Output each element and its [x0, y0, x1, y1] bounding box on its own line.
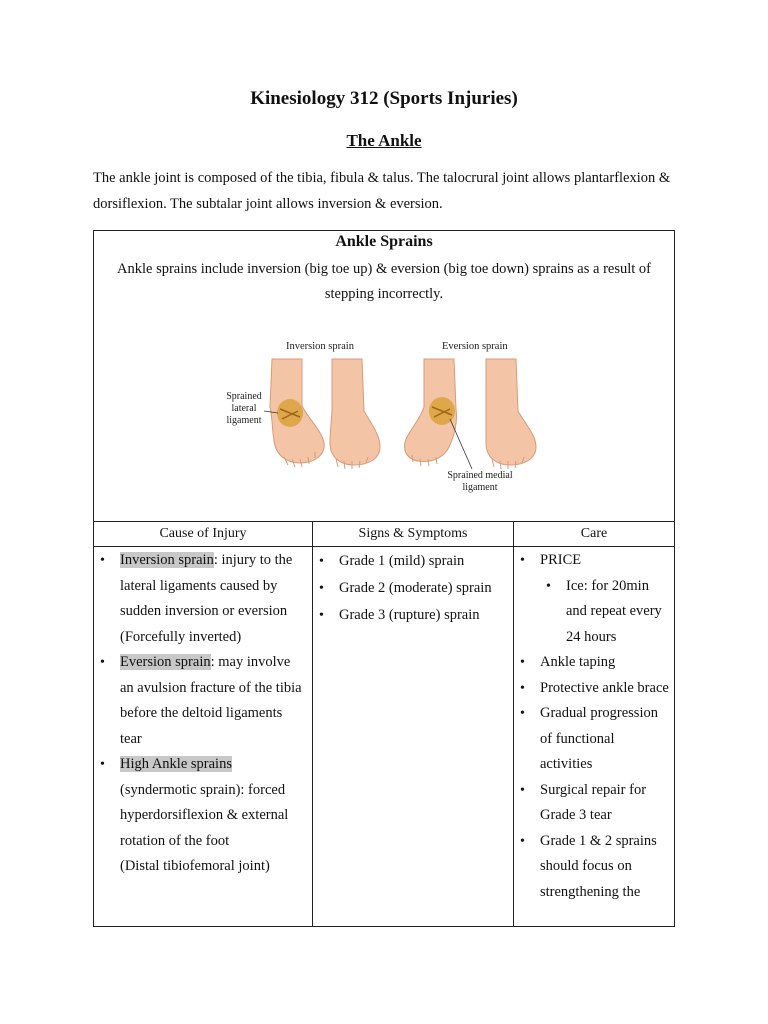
cause-item	[94, 548, 304, 650]
care-item: • Gradual progression of functional activities	[514, 701, 670, 778]
signs-column	[313, 548, 513, 926]
header-signs: Signs & Symptoms	[313, 522, 513, 547]
header-cause: Cause of Injury	[94, 522, 312, 547]
term-highlight: Inversion sprain	[120, 552, 214, 568]
foot-eversion-normal	[486, 359, 536, 469]
intro-paragraph: The ankle joint is composed of the tibia, fibula & talus. The talocrural joint allows plantarflexion & dorsiflexion. The subtalar joint allows inversion & eversion.	[93, 170, 671, 212]
table-header-cell	[94, 231, 674, 522]
label-medial-2: ligament	[462, 482, 498, 493]
header-care: Care	[514, 522, 674, 547]
label-lateral-2: lateral	[231, 403, 257, 414]
cause-text: : injury to the lateral ligaments caused by sudden inversion or eversion (Forcefully inverted)	[120, 552, 293, 645]
care-item: • Protective ankle brace	[514, 676, 670, 702]
label-lateral-1: Sprained	[226, 391, 262, 402]
term-highlight: Eversion sprain	[120, 654, 211, 670]
document-subtitle: The Ankle	[346, 131, 422, 150]
cause-column	[94, 548, 312, 926]
foot-eversion-sprained	[405, 359, 473, 469]
sign-item: • Grade 1 (mild) sprain	[313, 548, 509, 575]
cause-text: : may involve an avulsion fracture of the tibia before the deltoid ligaments tear	[120, 654, 302, 747]
ankle-sprain-illustration	[214, 331, 554, 501]
label-eversion: Eversion sprain	[442, 341, 508, 352]
document-title: Kinesiology 312 (Sports Injuries)	[250, 88, 518, 109]
sign-item: • Grade 2 (moderate) sprain	[313, 575, 509, 602]
cause-item	[94, 752, 304, 880]
care-item: • Grade 1 & 2 sprains should focus on strengthening the	[514, 829, 670, 906]
cause-extra: (Distal tibiofemoral joint)	[120, 858, 270, 874]
foot-inversion-normal	[330, 359, 380, 469]
care-column	[514, 548, 674, 926]
cause-text: (syndermotic sprain): forced hyperdorsiflexion & external rotation of the foot	[120, 781, 289, 849]
section-title: Ankle Sprains	[335, 233, 433, 250]
sign-item: • Grade 3 (rupture) sprain	[313, 602, 509, 629]
care-subitem-ice: • Ice: for 20min and repeat every 24 hours	[514, 574, 670, 651]
foot-inversion-sprained	[264, 359, 324, 467]
label-medial-1: Sprained medial	[447, 470, 513, 481]
label-lateral-3: ligament	[226, 415, 262, 426]
term-highlight: High Ankle sprains	[120, 756, 232, 772]
ankle-sprains-table	[93, 230, 675, 927]
care-item-price: • PRICE	[514, 548, 670, 574]
section-description: Ankle sprains include inversion (big toe up) & eversion (big toe down) sprains as a result of stepping incorrectly.	[117, 261, 651, 302]
label-inversion: Inversion sprain	[286, 341, 354, 352]
care-item: • Ankle taping	[514, 650, 670, 676]
care-item: • Surgical repair for Grade 3 tear	[514, 778, 670, 829]
cause-item	[94, 650, 304, 752]
